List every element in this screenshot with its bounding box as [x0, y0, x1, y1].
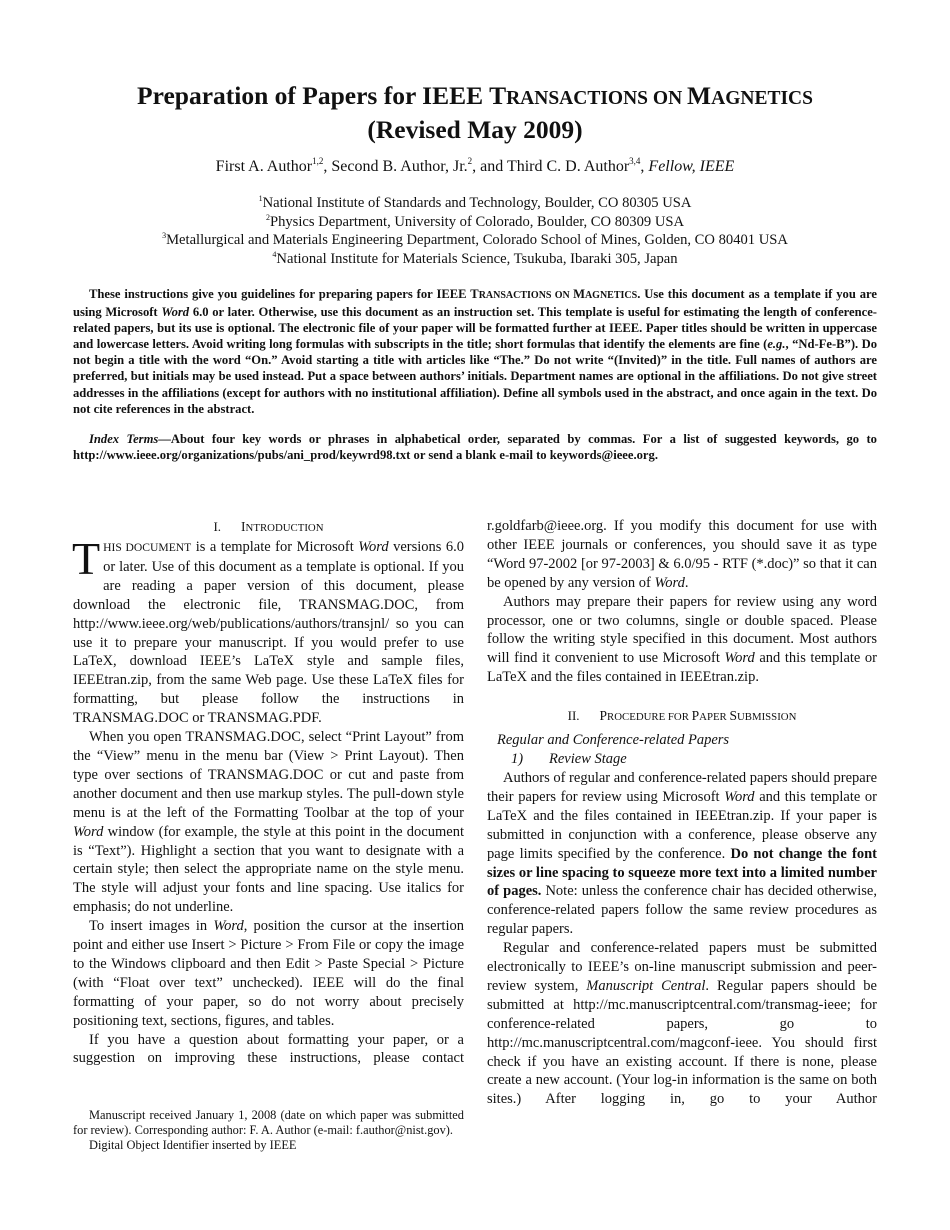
intro-paragraph-5: Authors may prepare their papers for review using any word processor, one or two columns, single or double spaced. Please follow the writing style specified in this document. Most authors will find it convenient to use Microsoft Word and this template or LaTeX and the files contained in IEEEtran.zip. — [487, 593, 877, 686]
section-heading-introduction: I. INTRODUCTION — [213, 519, 324, 534]
affiliation: $^4$National Institute for Materials Science, Tsukuba, Ibaraki 305, Japan — [272, 249, 678, 267]
affiliation: $^1$National Institute of Standards and Technology, Boulder, CO 80305 USA — [258, 194, 692, 211]
abstract-text: These instructions give you guidelines for preparing papers for IEEE TRANSACTIONS ON MAGNETICS. Use this document as a template if you are using Microsoft Word 6.0 or later. Otherwise, use this document as an instruction set. This template is useful for estimating the length of conference-related papers, but its use is optional. The electronic file of your paper will be formatted further at IEEE. Paper titles should be written in uppercase and lowercase letters. Avoid writing long formulas with subscripts in the title; short formulas that identify the elements are fine (e.g., “Nd-Fe-B”). Do not begin a title with the word “On.” Avoid starting a title with articles like “The.” Do not write “(Invited)” in the title. Full names of authors are preferred, but initials may be used instead. Put a space between authors’ initials. Department names are optional in the affiliations. Do not give street addresses in the affiliations (except for authors with no institutional affiliation). Define all symbols used in the abstract, and once again in the text. Do not cite references in the abstract. — [73, 287, 878, 416]
right-column — [487, 517, 877, 1109]
title-line-1: Preparation of Papers for IEEE TRANSACTIONS ON MAGNETICS — [137, 81, 813, 110]
subsubsection-heading: 1) Review Stage — [511, 751, 627, 768]
index-terms: Index Terms—About four key words or phrases in alphabetical order, separated by commas. For a list of suggested keywords, go to http://www.ieee.org/organizations/pubs/ani_prod/keywrd98.txt or send a blank e-mail to keywords@ieee.org. — [73, 431, 877, 462]
abstract — [73, 286, 877, 463]
intro-paragraph-4: If you have a question about formatting your paper, or a suggestion on improving these instructions, please contact — [73, 1031, 464, 1067]
review-paragraph-2: Regular and conference-related papers must be submitted electronically to IEEE’s on-line manuscript submission and peer-review system, Manuscript Central. Regular papers should be submitted at http://mc.manuscriptcentral.com/transmag-ieee; for conference-related papers, go to http://mc.manuscriptcentral.com/magconf-ieee. You should first check if you have an existing account. If there is none, please create a new account. (Your log-in information is the same on both sites.) After logging in, go to your Author — [487, 940, 877, 1108]
author-list: First A. Author$^{1,2}$, Second B. Author, Jr.$^2$, and Third C. D. Author$^{3,4}$, Fellow, IEEE — [215, 156, 735, 175]
paper-title — [0, 80, 950, 145]
intro-paragraph-2: When you open TRANSMAG.DOC, select “Print Layout” from the “View” menu in the menu bar (View > Print Layout). Then type over sections of TRANSMAG.DOC or cut and paste from another document and then use markup styles. The pull-down style menu is at the left of the Formatting Toolbar at the top of your Word window (for example, the style at this point in the document is “Text”). Highlight a section that you want to designate with a certain style; then select the appropriate name on the style menu. The style will adjust your fonts and line spacing. Use italics for emphasis; do not underline. — [73, 729, 464, 916]
footnote-manuscript: Manuscript received January 1, 2008 (date on which paper was submitted for review). Corresponding author: F. A. Author (e-mail: f.author@nist.gov). — [73, 1108, 464, 1138]
affiliations — [0, 194, 950, 268]
subsection-heading: Regular and Conference-related Papers — [497, 732, 730, 749]
affiliation: $^3$Metallurgical and Materials Engineering Department, Colorado School of Mines, Golden, CO 80401 USA — [162, 231, 788, 248]
drop-cap: T — [72, 533, 101, 584]
intro-paragraph-3: To insert images in Word, position the cursor at the insertion point and either use Insert > Picture > From File or copy the image to the Windows clipboard and then Edit > Paste Special > Picture (with “Float over text” unchecked). IEEE will do the final formatting of your paper, so do not worry about precisely positioning text, sections, figures, and tables. — [73, 918, 464, 1029]
affiliation: $^2$Physics Department, University of Colorado, Boulder, CO 80309 USA — [265, 212, 685, 230]
review-paragraph-1: Authors of regular and conference-related papers should prepare their papers for review using Microsoft Word and this template or LaTeX and the files contained in IEEEtran.zip. If your paper is submitted in conjunction with a conference, please observe any page limits specified by the conference. Do not change the font sizes or line spacing to squeeze more text into a limited number of pages. Note: unless the conference chair has decided otherwise, conference-related papers follow the same review procedures as regular papers. — [487, 769, 878, 938]
footnote-doi: Digital Object Identifier inserted by IEEE — [89, 1138, 297, 1153]
section-heading-procedure: II. PROCEDURE FOR PAPER SUBMISSION — [567, 708, 797, 724]
title-line-2: (Revised May 2009) — [367, 115, 583, 144]
intro-paragraph-4-cont: r.goldfarb@ieee.org. If you modify this document for use with other IEEE journals or conferences, you should save it as type “Word 97-2002 [or 97-2003] & 6.0/95 - RTF (*.doc)” so that it can be opened by any version of Word. — [487, 518, 877, 591]
left-column — [73, 517, 464, 1068]
intro-paragraph-1: THIS DOCUMENT is a template for Microsoft Word versions 6.0 or later. Use of this document as a template is optional. If you are reading a paper version of this document, please download the electronic file, TRANSMAG.DOC, from http://www.ieee.org/web/publications/authors/transjnl/ so you can use it to prepare your manuscript. If you would prefer to use LaTeX, download IEEE’s LaTeX style and sample files, IEEEtran.zip, from the same Web page. Use these LaTeX files for formatting, but please follow the instructions in TRANSMAG.DOC or TRANSMAG.PDF. — [72, 533, 464, 727]
footnote — [73, 1108, 464, 1154]
